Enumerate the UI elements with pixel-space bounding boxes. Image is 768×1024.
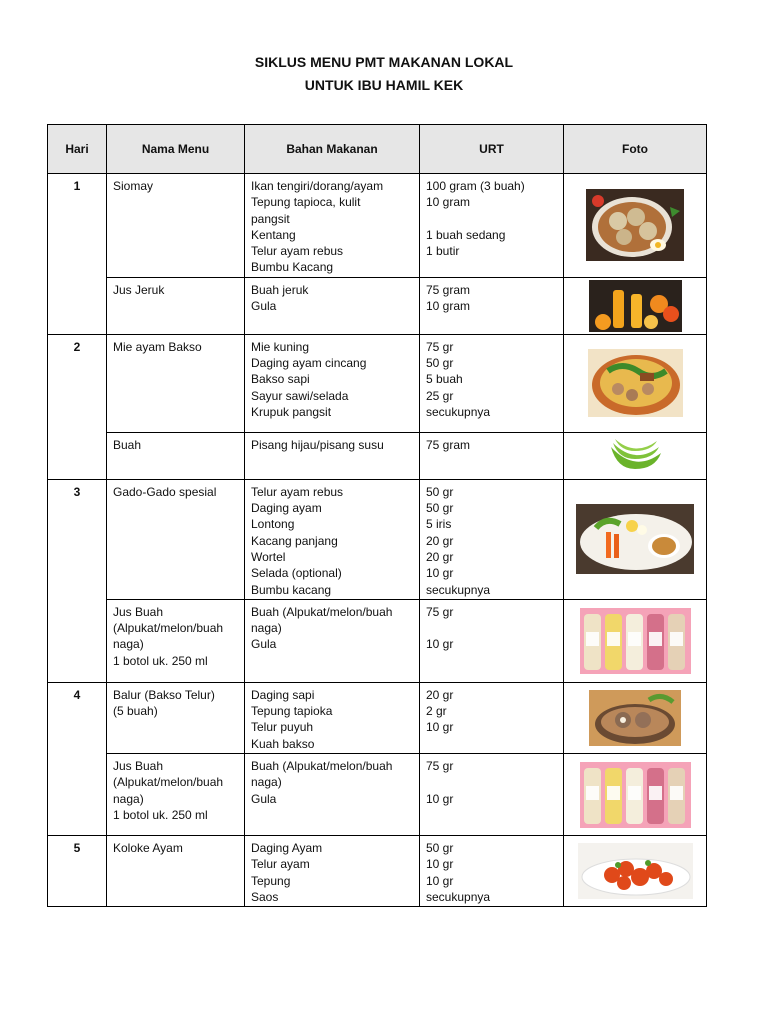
ingredients-cell bbox=[245, 432, 420, 479]
table-row bbox=[48, 174, 707, 278]
bakso-telur-photo bbox=[589, 690, 681, 746]
ingredients-line: Kacang panjang bbox=[251, 533, 338, 548]
urt-cell bbox=[420, 479, 564, 599]
urt-line: 10 gr bbox=[426, 857, 454, 872]
urt-cell bbox=[420, 599, 564, 682]
photo-cell bbox=[564, 599, 707, 682]
urt-line: 5 buah bbox=[426, 372, 463, 387]
ingredients-line: Sayur sawi/selada bbox=[251, 388, 349, 403]
urt-cell bbox=[420, 432, 564, 479]
menu-name-line: (5 buah) bbox=[113, 704, 158, 719]
urt-line: 10 gr bbox=[426, 566, 454, 581]
ingredients-line: Daging ayam cincang bbox=[251, 356, 367, 371]
juice-bottles-photo-2 bbox=[580, 762, 691, 828]
photo-cell bbox=[564, 432, 707, 479]
menu-name-line: Jus Buah bbox=[113, 604, 164, 619]
menu-name-cell bbox=[107, 334, 245, 432]
table-row bbox=[48, 682, 707, 753]
photo-cell bbox=[564, 754, 707, 836]
ingredients-line: Wortel bbox=[251, 549, 286, 564]
ingredients-cell bbox=[245, 334, 420, 432]
photo-cell bbox=[564, 334, 707, 432]
ingredients-line: Tepung tapioca, kulit bbox=[251, 195, 361, 210]
ingredients-line: Buah (Alpukat/melon/buah bbox=[251, 759, 393, 774]
ingredients-cell bbox=[245, 174, 420, 278]
ingredients-cell bbox=[245, 277, 420, 334]
menu-name-cell bbox=[107, 277, 245, 334]
ingredients-line: Lontong bbox=[251, 517, 295, 532]
photo-cell bbox=[564, 277, 707, 334]
menu-name-cell bbox=[107, 479, 245, 599]
ingredients-cell bbox=[245, 479, 420, 599]
urt-line: 75 gr bbox=[426, 339, 454, 354]
urt-line: 10 gr bbox=[426, 637, 454, 652]
urt-cell bbox=[420, 754, 564, 836]
urt-line: 10 gr bbox=[426, 791, 454, 806]
document-subtitle: UNTUK IBU HAMIL KEK bbox=[304, 77, 464, 93]
table-row bbox=[48, 479, 707, 599]
table-row bbox=[48, 277, 707, 334]
urt-line: 10 gram bbox=[426, 195, 471, 210]
day-number-cell: 3 bbox=[48, 479, 107, 682]
menu-name-cell bbox=[107, 836, 245, 907]
urt-line: secukupnya bbox=[426, 582, 491, 597]
menu-name-cell bbox=[107, 599, 245, 682]
ingredients-line: Mie kuning bbox=[251, 339, 310, 354]
urt-line bbox=[426, 211, 557, 227]
urt-line: 75 gram bbox=[426, 282, 471, 297]
urt-line: 50 gr bbox=[426, 484, 454, 499]
koloke-ayam-photo bbox=[578, 843, 693, 899]
urt-line: 1 butir bbox=[426, 244, 460, 259]
gado-gado-photo bbox=[576, 504, 694, 574]
menu-name-cell bbox=[107, 682, 245, 753]
urt-line: secukupnya bbox=[426, 889, 491, 904]
table-row bbox=[48, 334, 707, 432]
table-row bbox=[48, 432, 707, 479]
menu-name-line: Gado-Gado spesial bbox=[113, 484, 217, 499]
juice-bottles-photo bbox=[580, 608, 691, 674]
ingredients-line: Tepung tapioka bbox=[251, 704, 333, 719]
menu-name-line: Balur (Bakso Telur) bbox=[113, 687, 215, 702]
orange-juice-photo bbox=[589, 280, 682, 332]
ingredients-line: Pisang hijau/pisang susu bbox=[251, 437, 384, 452]
urt-line: 50 gr bbox=[426, 841, 454, 856]
document-title: SIKLUS MENU PMT MAKANAN LOKAL bbox=[254, 54, 514, 70]
table-row bbox=[48, 754, 707, 836]
menu-table bbox=[47, 124, 707, 907]
menu-name-line: Siomay bbox=[113, 179, 154, 193]
ingredients-line: Tepung bbox=[251, 873, 291, 888]
ingredients-line: Krupuk pangsit bbox=[251, 404, 332, 419]
menu-name-cell bbox=[107, 432, 245, 479]
ingredients-line: Bumbu Kacang bbox=[251, 260, 334, 275]
menu-name-line: Mie ayam Bakso bbox=[113, 339, 202, 354]
table-row bbox=[48, 599, 707, 682]
ingredients-line: Telur ayam rebus bbox=[251, 484, 344, 499]
urt-cell bbox=[420, 334, 564, 432]
ingredients-line: Daging Ayam bbox=[251, 841, 323, 856]
day-number-cell: 4 bbox=[48, 682, 107, 835]
urt-line: 75 gram bbox=[426, 437, 471, 452]
menu-name-line: Buah bbox=[113, 437, 142, 452]
ingredients-line: Gula bbox=[251, 637, 277, 652]
urt-cell bbox=[420, 682, 564, 753]
header-foto: Foto bbox=[564, 125, 707, 174]
ingredients-line: naga) bbox=[251, 775, 282, 790]
urt-line: 25 gr bbox=[426, 388, 454, 403]
ingredients-line: Bumbu kacang bbox=[251, 582, 332, 597]
menu-name-cell bbox=[107, 174, 245, 278]
menu-name-line: naga) bbox=[113, 791, 144, 806]
photo-cell bbox=[564, 174, 707, 278]
ingredients-line: Daging ayam bbox=[251, 501, 322, 516]
ingredients-line: Telur ayam bbox=[251, 857, 310, 872]
day-number-cell: 2 bbox=[48, 334, 107, 479]
ingredients-cell bbox=[245, 754, 420, 836]
menu-name-line: (Alpukat/melon/buah bbox=[113, 621, 224, 636]
ingredients-line: Telur puyuh bbox=[251, 720, 314, 735]
photo-cell bbox=[564, 836, 707, 907]
urt-line: 75 gr bbox=[426, 604, 454, 619]
urt-cell bbox=[420, 277, 564, 334]
menu-name-cell bbox=[107, 754, 245, 836]
ingredients-line: Saos bbox=[251, 889, 279, 904]
photo-cell bbox=[564, 479, 707, 599]
urt-cell bbox=[420, 174, 564, 278]
ingredients-line: Daging sapi bbox=[251, 687, 315, 702]
urt-line: 10 gr bbox=[426, 873, 454, 888]
ingredients-line: Gula bbox=[251, 791, 277, 806]
urt-line: 75 gr bbox=[426, 759, 454, 774]
day-number-cell: 1 bbox=[48, 174, 107, 335]
ingredients-line: Telur ayam rebus bbox=[251, 244, 344, 259]
siomay-photo bbox=[586, 189, 684, 261]
header-hari: Hari bbox=[48, 125, 107, 174]
urt-line bbox=[426, 259, 557, 275]
mie-ayam-photo bbox=[588, 349, 683, 417]
menu-name-line: Koloke Ayam bbox=[113, 841, 183, 856]
urt-line: 100 gram (3 buah) bbox=[426, 179, 525, 193]
urt-line bbox=[426, 774, 557, 790]
menu-name-line: Jus Buah bbox=[113, 759, 164, 774]
header-nama-menu: Nama Menu bbox=[107, 125, 245, 174]
urt-line: secukupnya bbox=[426, 404, 491, 419]
banana-photo bbox=[605, 435, 665, 477]
ingredients-cell bbox=[245, 682, 420, 753]
menu-name-line: Jus Jeruk bbox=[113, 282, 165, 297]
photo-cell bbox=[564, 682, 707, 753]
urt-cell bbox=[420, 836, 564, 907]
ingredients-line: naga) bbox=[251, 621, 282, 636]
urt-line: 20 gr bbox=[426, 533, 454, 548]
ingredients-cell bbox=[245, 599, 420, 682]
urt-line: 20 gr bbox=[426, 549, 454, 564]
ingredients-line: Selada (optional) bbox=[251, 566, 342, 581]
table-row bbox=[48, 836, 707, 907]
ingredients-line: Bakso sapi bbox=[251, 372, 310, 387]
urt-line bbox=[426, 736, 557, 752]
header-urt: URT bbox=[420, 125, 564, 174]
ingredients-line: Gula bbox=[251, 299, 277, 314]
ingredients-line: pangsit bbox=[251, 211, 290, 226]
urt-line: 5 iris bbox=[426, 517, 452, 532]
ingredients-line: Buah (Alpukat/melon/buah bbox=[251, 604, 393, 619]
urt-line: 10 gram bbox=[426, 299, 471, 314]
urt-line: 2 gr bbox=[426, 704, 447, 719]
ingredients-line: Buah jeruk bbox=[251, 282, 309, 297]
ingredients-line: Kuah bakso bbox=[251, 736, 315, 751]
urt-line: 10 gr bbox=[426, 720, 454, 735]
menu-name-line: naga) bbox=[113, 637, 144, 652]
menu-name-line: (Alpukat/melon/buah bbox=[113, 775, 224, 790]
urt-line: 50 gr bbox=[426, 501, 454, 516]
urt-line: 50 gr bbox=[426, 356, 454, 371]
table-header-row bbox=[48, 125, 707, 174]
urt-line: 1 buah sedang bbox=[426, 227, 506, 242]
menu-name-line: 1 botol uk. 250 ml bbox=[113, 653, 208, 668]
urt-line: 20 gr bbox=[426, 687, 454, 702]
ingredients-cell bbox=[245, 836, 420, 907]
day-number-cell: 5 bbox=[48, 836, 107, 907]
urt-line bbox=[426, 620, 557, 636]
header-bahan-makanan: Bahan Makanan bbox=[245, 125, 420, 174]
ingredients-line: Kentang bbox=[251, 227, 296, 242]
ingredients-line: Ikan tengiri/dorang/ayam bbox=[251, 179, 384, 193]
menu-name-line: 1 botol uk. 250 ml bbox=[113, 807, 208, 822]
